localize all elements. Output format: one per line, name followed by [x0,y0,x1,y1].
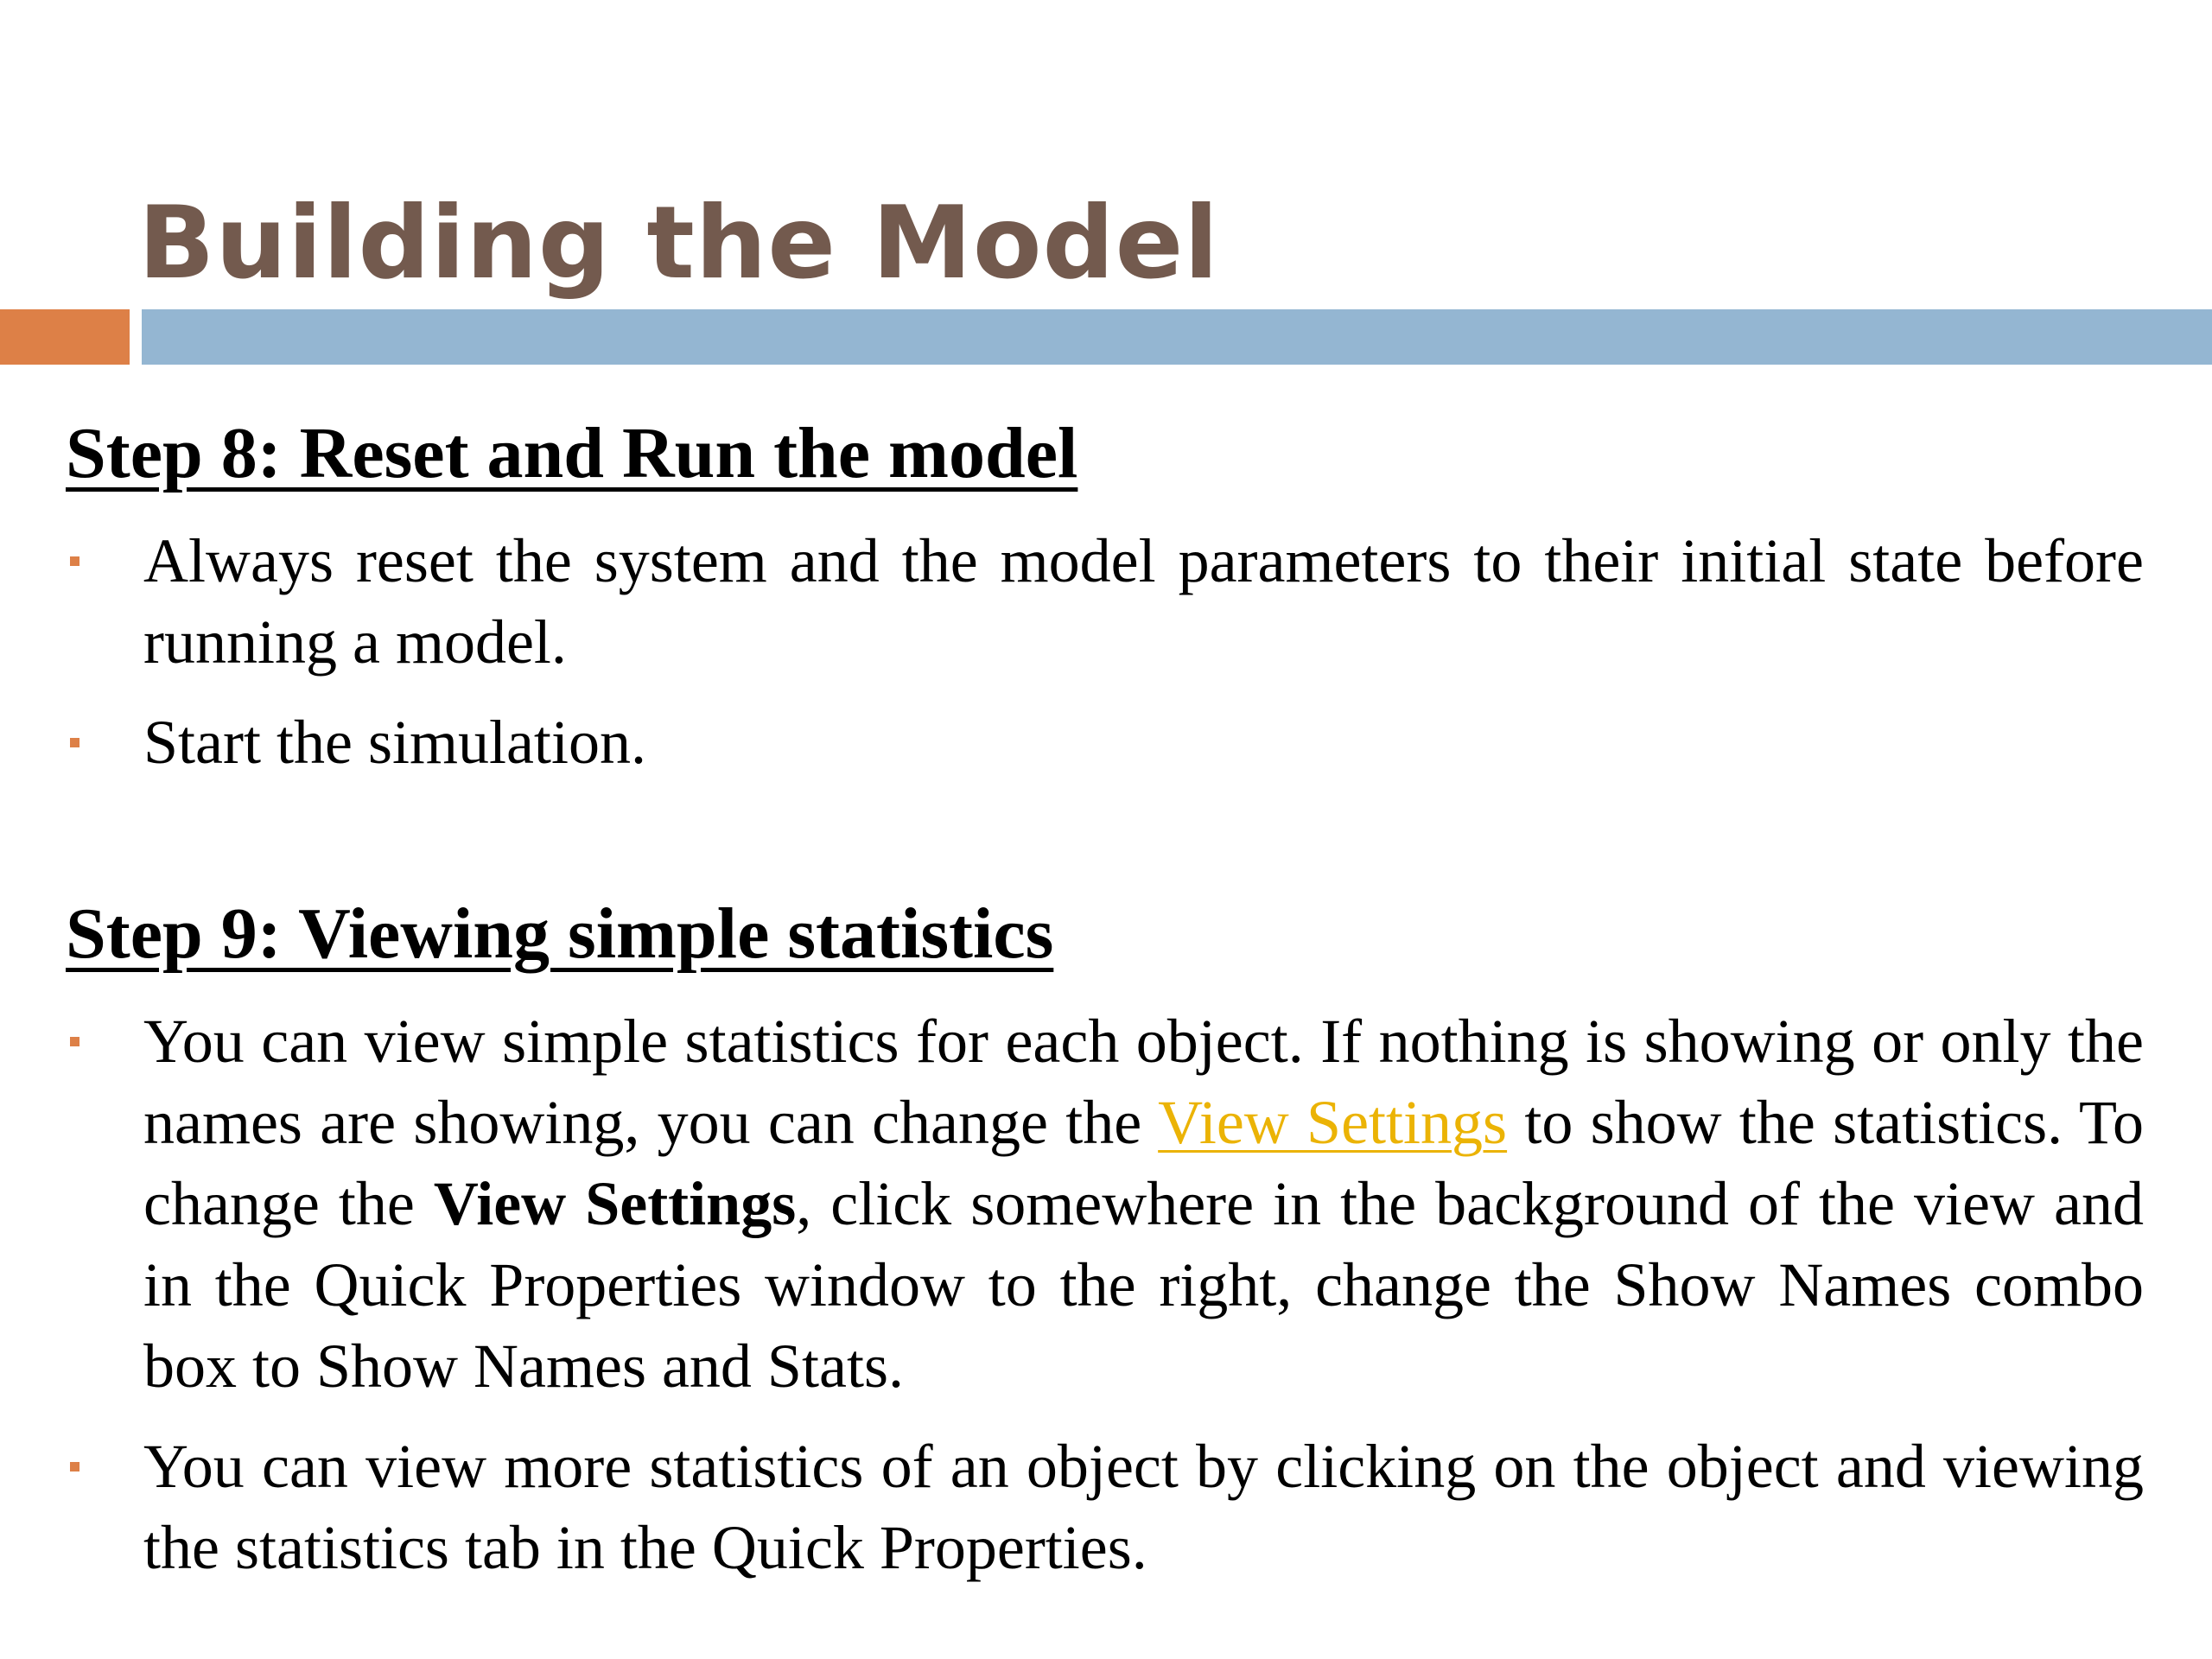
view-settings-bold-text: View Settings [433,1169,797,1238]
step9-bullet-list [66,1001,2144,1588]
slide-content [66,406,2144,1588]
bullet-text-part: to show the statistics. To change the [143,1088,2145,1238]
bullet-text: Always reset the system and the model parameters to their initial state before running a model. [143,526,2144,677]
bullet-text-part: You can view simple statistics for each object. If nothing is showing or only the names are showing, you can change the [143,1007,2144,1157]
square-bullet-icon [70,1462,79,1471]
list-item [66,1426,2144,1588]
accent-bar-blue [142,309,2212,365]
square-bullet-icon [70,556,79,566]
section-spacer [66,783,2144,887]
view-settings-link[interactable]: View Settings [1158,1088,1508,1157]
slide-title: Building the Model [138,185,1220,302]
step9-heading: Step 9: Viewing simple statistics [66,893,1054,974]
list-item [66,1001,2144,1407]
square-bullet-icon [70,1037,79,1046]
bullet-text: You can view more statistics of an object by clicking on the object and viewing the statistics tab in the Quick Properties. [143,1432,2144,1582]
list-item [66,520,2144,683]
list-item [66,702,2144,783]
step8-bullet-list [66,520,2144,783]
step8-heading: Step 8: Reset and Run the model [66,413,1078,493]
bullet-text: Start the simulation. [143,708,646,777]
accent-bar-orange [0,309,130,365]
square-bullet-icon [70,738,79,747]
bullet-text-part: , click somewhere in the background of the view and in the Quick Properties window to the right, change the Show Names combo box to Show Names and Stats. [143,1169,2144,1401]
